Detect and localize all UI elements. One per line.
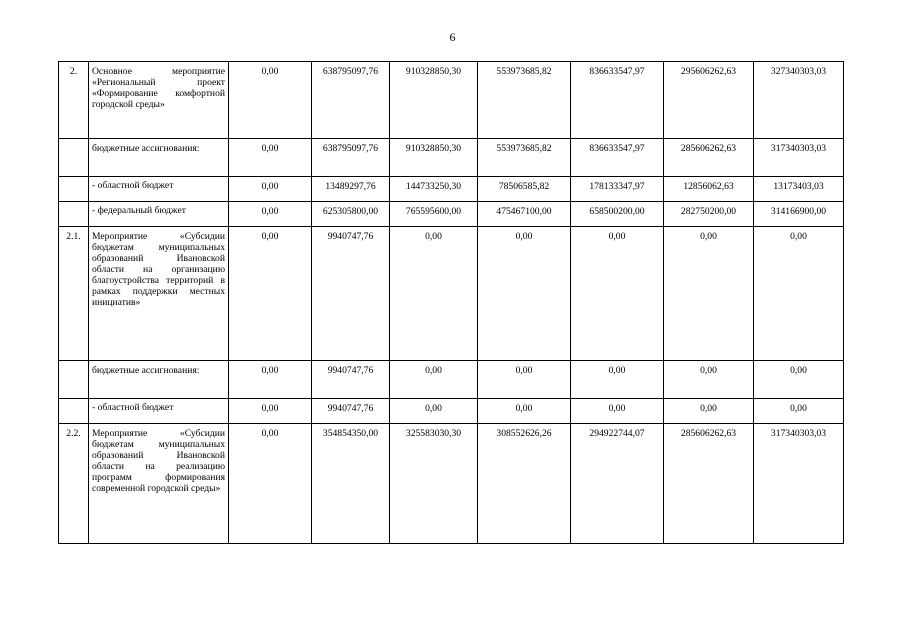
value-cell: 0,00: [229, 177, 312, 202]
value-cell: 475467100,00: [478, 202, 571, 227]
value-cell: 317340303,03: [754, 139, 844, 177]
value-cell: 0,00: [478, 227, 571, 361]
value-cell: 354854350,00: [312, 424, 390, 544]
value-cell: 0,00: [571, 227, 664, 361]
value-cell: 0,00: [229, 62, 312, 139]
page-number: 6: [449, 30, 456, 44]
value-cell: 638795097,76: [312, 139, 390, 177]
row-index-cell: 2.: [59, 62, 89, 139]
budget-table: [58, 61, 844, 544]
value-cell: 910328850,30: [390, 139, 478, 177]
table-row: [59, 202, 844, 227]
value-cell: 0,00: [229, 399, 312, 424]
row-index-cell: 2.2.: [59, 424, 89, 544]
row-description-cell: - областной бюджет: [89, 177, 229, 202]
value-cell: 9940747,76: [312, 227, 390, 361]
table-row: [59, 177, 844, 202]
value-cell: 0,00: [664, 227, 754, 361]
value-cell: 327340303,03: [754, 62, 844, 139]
row-index-cell: [59, 139, 89, 177]
value-cell: 9940747,76: [312, 361, 390, 399]
row-description-cell: бюджетные ассигнования:: [89, 361, 229, 399]
value-cell: 658500200,00: [571, 202, 664, 227]
table-row: [59, 139, 844, 177]
value-cell: 0,00: [571, 399, 664, 424]
value-cell: 308552626,26: [478, 424, 571, 544]
value-cell: 0,00: [478, 399, 571, 424]
row-description-cell: Мероприятие «Субсидии бюджетам муниципальных образований Ивановской области на реализацию программ формирования современной городской среды»: [89, 424, 229, 544]
value-cell: 0,00: [229, 139, 312, 177]
value-cell: 144733250,30: [390, 177, 478, 202]
row-description-cell: - федеральный бюджет: [89, 202, 229, 227]
value-cell: 0,00: [229, 424, 312, 544]
value-cell: 13173403,03: [754, 177, 844, 202]
value-cell: 0,00: [754, 399, 844, 424]
row-description-cell: бюджетные ассигнования:: [89, 139, 229, 177]
table-row: [59, 227, 844, 361]
value-cell: 0,00: [664, 399, 754, 424]
row-index-cell: [59, 202, 89, 227]
value-cell: 910328850,30: [390, 62, 478, 139]
row-description-cell: - областной бюджет: [89, 399, 229, 424]
value-cell: 178133347,97: [571, 177, 664, 202]
value-cell: 0,00: [478, 361, 571, 399]
value-cell: 285606262,63: [664, 139, 754, 177]
value-cell: 0,00: [229, 202, 312, 227]
row-index-cell: 2.1.: [59, 227, 89, 361]
value-cell: 0,00: [229, 227, 312, 361]
value-cell: 282750200,00: [664, 202, 754, 227]
value-cell: 325583030,30: [390, 424, 478, 544]
row-index-cell: [59, 361, 89, 399]
value-cell: 314166900,00: [754, 202, 844, 227]
value-cell: 13489297,76: [312, 177, 390, 202]
value-cell: 9940747,76: [312, 399, 390, 424]
value-cell: 765595600,00: [390, 202, 478, 227]
value-cell: 0,00: [390, 227, 478, 361]
value-cell: 317340303,03: [754, 424, 844, 544]
table-row: [59, 361, 844, 399]
value-cell: 285606262,63: [664, 424, 754, 544]
value-cell: 78506585,82: [478, 177, 571, 202]
row-description-cell: Мероприятие «Субсидии бюджетам муниципальных образований Ивановской области на организацию благоустройства территорий в рамках поддержки местных инициатив»: [89, 227, 229, 361]
value-cell: 638795097,76: [312, 62, 390, 139]
value-cell: 0,00: [754, 227, 844, 361]
value-cell: 0,00: [571, 361, 664, 399]
table-row: [59, 62, 844, 139]
value-cell: 0,00: [754, 361, 844, 399]
value-cell: 625305800,00: [312, 202, 390, 227]
value-cell: 294922744,07: [571, 424, 664, 544]
value-cell: 0,00: [390, 361, 478, 399]
value-cell: 553973685,82: [478, 62, 571, 139]
value-cell: 12856062,63: [664, 177, 754, 202]
value-cell: 0,00: [390, 399, 478, 424]
value-cell: 836633547,97: [571, 62, 664, 139]
table-body: [59, 62, 844, 544]
table-row: [59, 424, 844, 544]
row-index-cell: [59, 399, 89, 424]
table-row: [59, 399, 844, 424]
value-cell: 0,00: [664, 361, 754, 399]
row-description-cell: Основное мероприятие «Региональный проект «Формирование комфортной городской среды»: [89, 62, 229, 139]
value-cell: 295606262,63: [664, 62, 754, 139]
value-cell: 0,00: [229, 361, 312, 399]
row-index-cell: [59, 177, 89, 202]
value-cell: 836633547,97: [571, 139, 664, 177]
value-cell: 553973685,82: [478, 139, 571, 177]
